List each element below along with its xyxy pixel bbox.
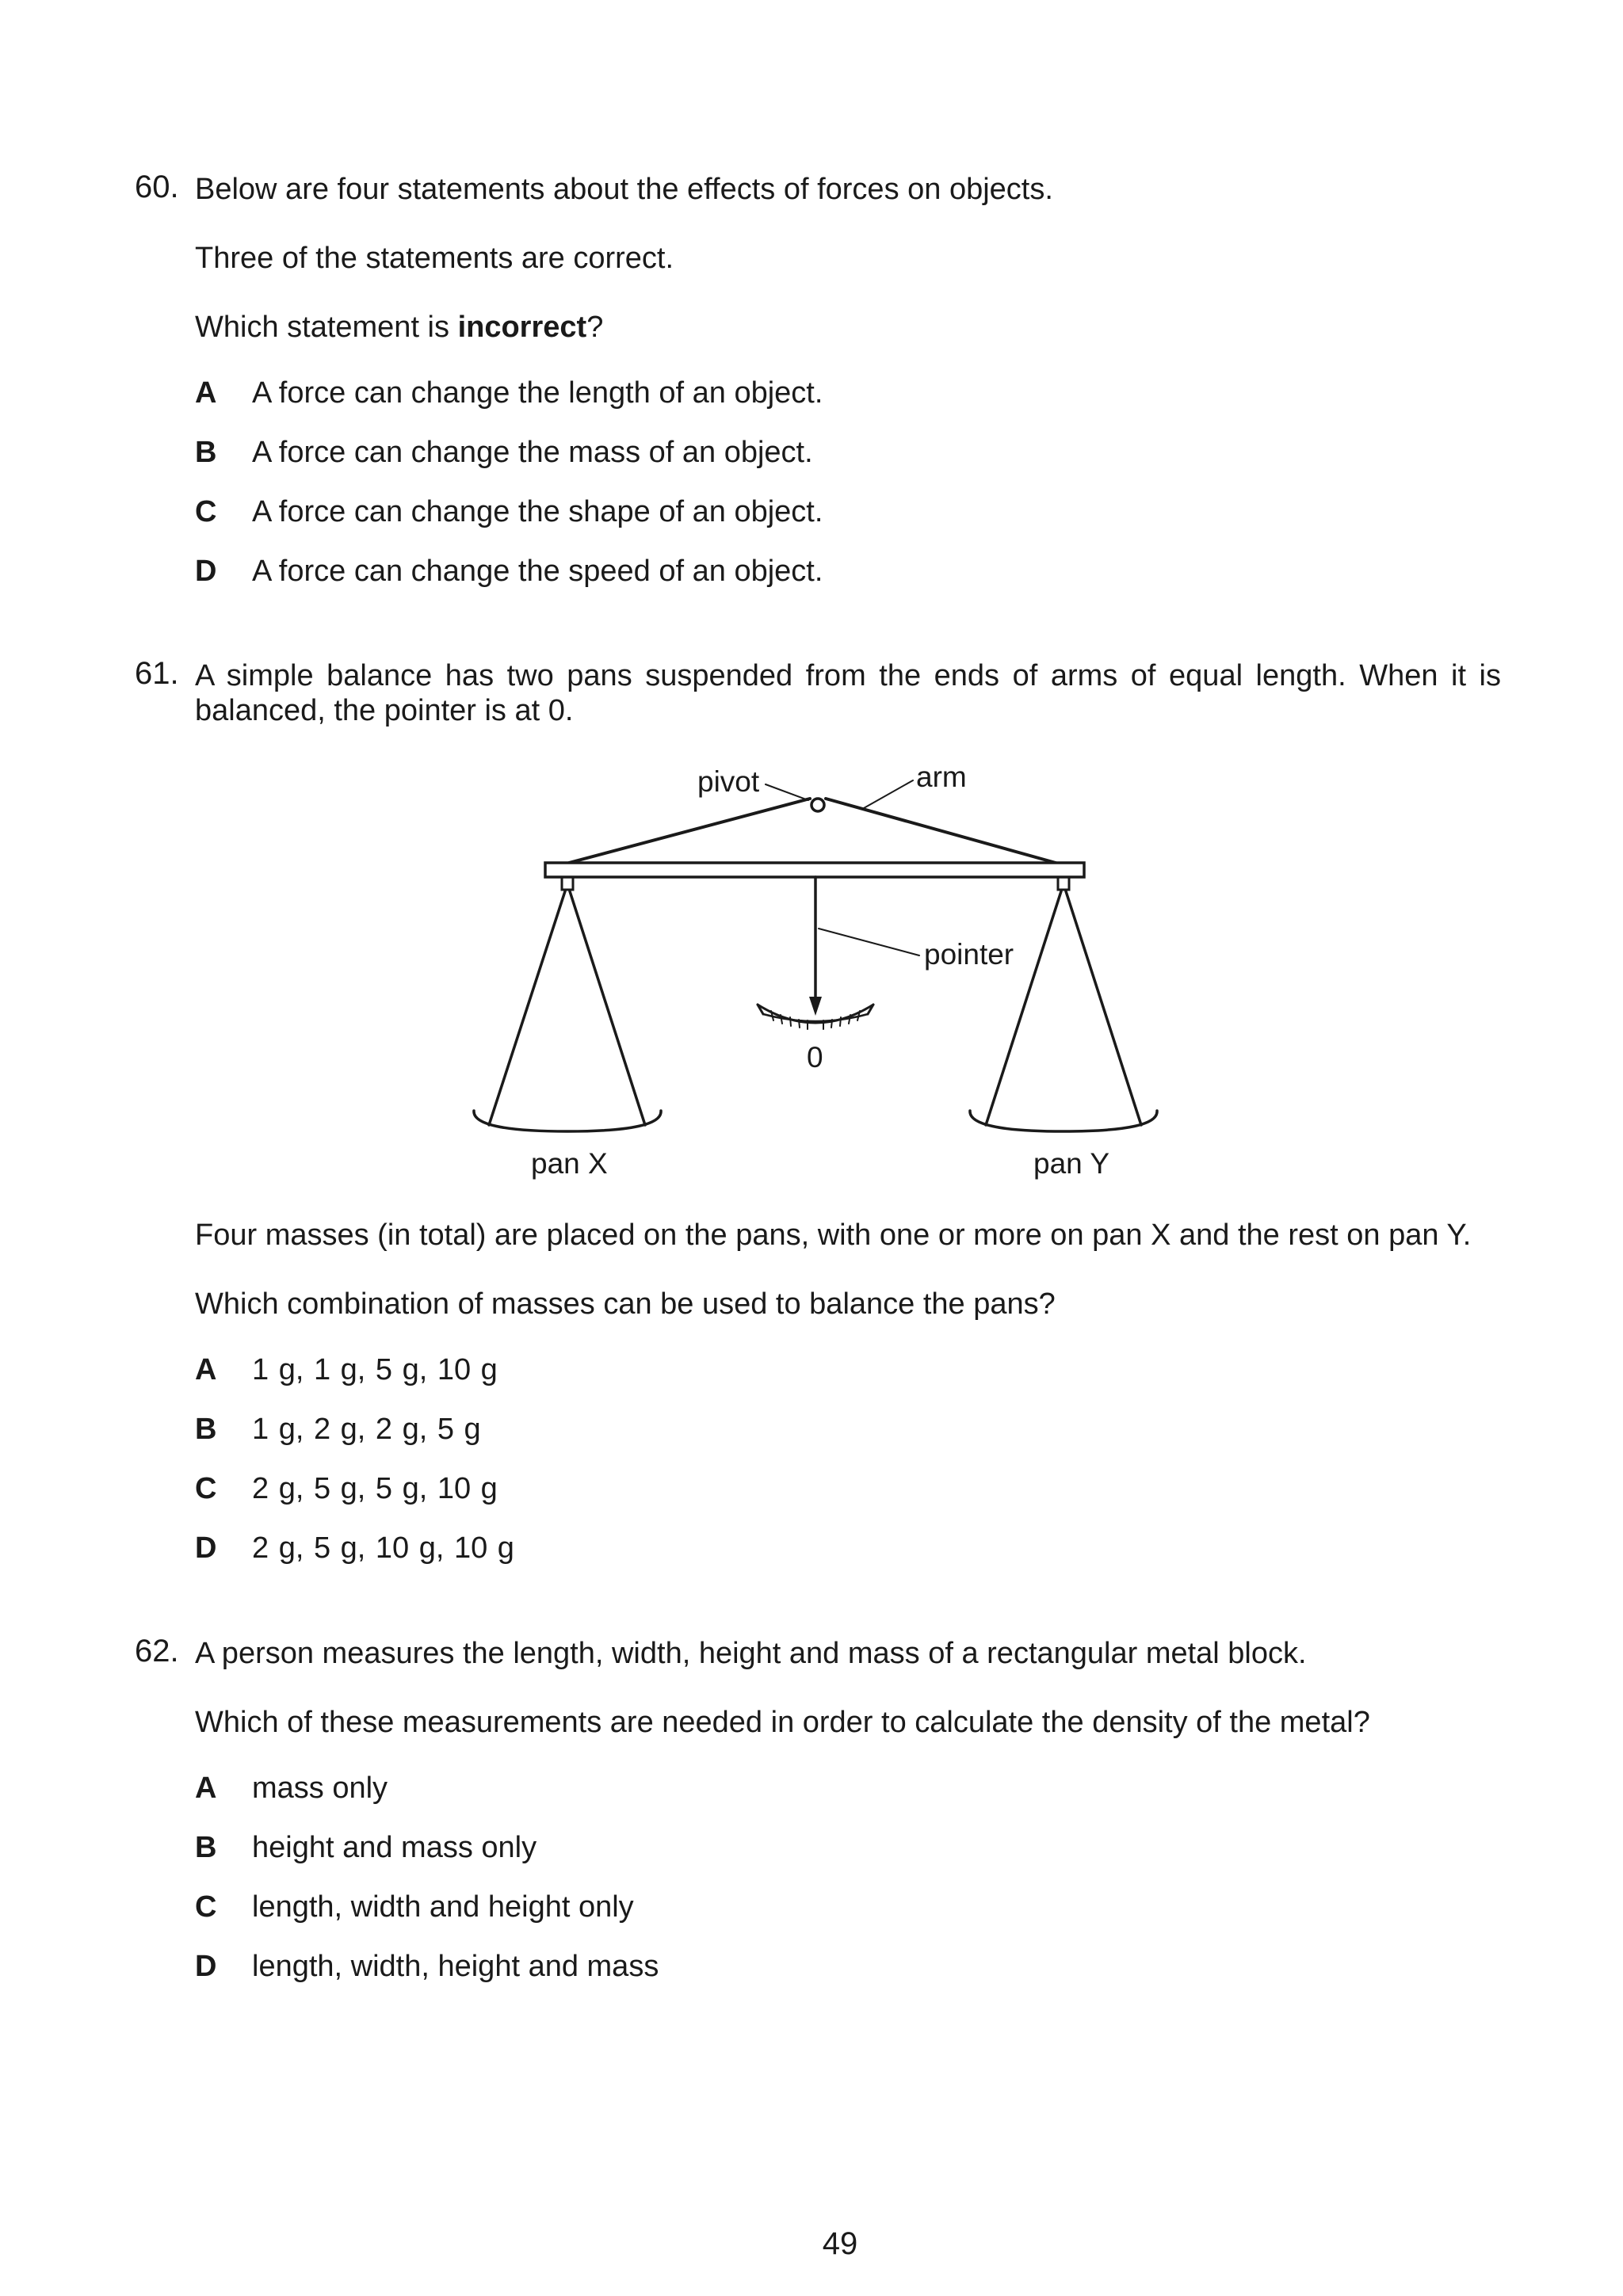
option-text: A force can change the shape of an object.	[252, 495, 823, 528]
option-text: 2 g, 5 g, 5 g, 10 g	[252, 1472, 498, 1505]
beam	[545, 863, 1084, 877]
option-letter: C	[195, 1472, 217, 1505]
pointer-label: pointer	[924, 938, 1014, 971]
option-text: height and mass only	[252, 1831, 537, 1864]
left-hook	[562, 877, 573, 890]
option-letter: D	[195, 555, 217, 588]
option-text: A force can change the length of an object.	[252, 376, 823, 410]
option-text: A force can change the speed of an object.	[252, 555, 823, 588]
arm-label: arm	[916, 761, 967, 793]
right-arm	[826, 799, 1056, 863]
question-text: Four masses (in total) are placed on the pans, with one or more on pan X and the rest on pan Y.	[195, 1219, 1472, 1252]
option-text: length, width and height only	[252, 1890, 634, 1924]
question-prompt: Which combination of masses can be used to balance the pans?	[195, 1287, 1056, 1321]
pan-y	[970, 1111, 1157, 1131]
pan-y-string-right	[1066, 891, 1141, 1125]
option-text: 1 g, 2 g, 2 g, 5 g	[252, 1413, 481, 1446]
option-text: length, width, height and mass	[252, 1950, 659, 1983]
pivot-label: pivot	[697, 765, 760, 798]
zero-label: 0	[807, 1041, 823, 1074]
option-text: A force can change the mass of an object.	[252, 436, 813, 469]
option-letter: B	[195, 1831, 217, 1864]
left-arm	[569, 799, 810, 863]
option-letter: D	[195, 1531, 217, 1565]
pivot-icon	[812, 799, 824, 811]
option-letter: C	[195, 495, 217, 528]
pan-x	[474, 1111, 661, 1131]
option-letter: A	[195, 1772, 217, 1805]
question-number: 60.	[135, 170, 179, 204]
option-letter: A	[195, 1353, 217, 1386]
question-prompt: Which statement is incorrect?	[195, 311, 604, 344]
pan-x-string-left	[489, 891, 565, 1125]
question-prompt: Which of these measurements are needed in order to calculate the density of the metal?	[195, 1706, 1370, 1739]
option-letter: D	[195, 1950, 217, 1983]
question-text: Three of the statements are correct.	[195, 242, 674, 275]
option-text: mass only	[252, 1772, 388, 1805]
question-text: A simple balance has two pans suspended from the ends of arms of equal length. When it is balanced, the pointer is at 0.	[195, 659, 1501, 727]
pointer-arrowhead	[809, 997, 822, 1016]
pan-x-label: pan X	[531, 1147, 608, 1180]
option-letter: B	[195, 436, 217, 469]
question-number: 62.	[135, 1634, 179, 1669]
page-number: 49	[822, 2226, 858, 2261]
pivot-leader	[766, 784, 808, 800]
option-letter: B	[195, 1413, 217, 1446]
question-text: A person measures the length, width, height and mass of a rectangular metal block.	[195, 1637, 1307, 1670]
pointer-leader	[819, 929, 919, 955]
option-letter: C	[195, 1890, 217, 1924]
question-number: 61.	[135, 656, 179, 691]
pan-y-string-left	[986, 891, 1061, 1125]
arm-leader	[864, 780, 913, 808]
option-letter: A	[195, 376, 217, 410]
question-text: Below are four statements about the effects of forces on objects.	[195, 173, 1053, 206]
option-text: 1 g, 1 g, 5 g, 10 g	[252, 1353, 498, 1386]
emphasis: incorrect	[457, 311, 587, 344]
option-text: 2 g, 5 g, 10 g, 10 g	[252, 1531, 514, 1565]
right-hook	[1058, 877, 1069, 890]
pan-x-string-right	[570, 891, 645, 1125]
pan-y-label: pan Y	[1033, 1147, 1110, 1180]
